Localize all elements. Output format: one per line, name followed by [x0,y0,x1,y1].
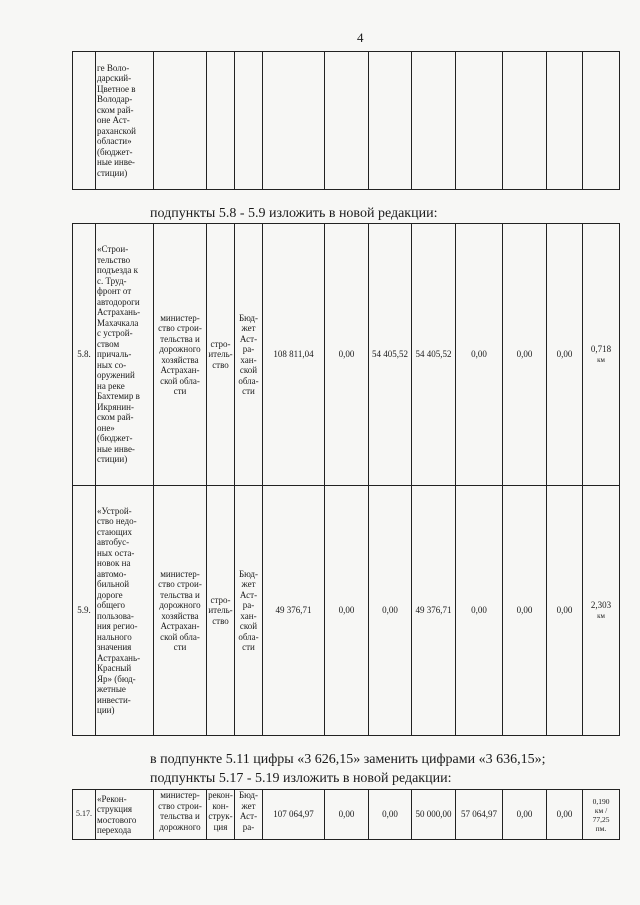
continued-table [72,51,620,190]
row-kind-cell [207,486,235,736]
row-value: 0,00 [503,790,547,840]
row-result-unit: км [597,611,605,620]
row-value: 54 405,52 [412,224,456,486]
row-kind-cell [207,790,235,840]
main-table [72,223,620,736]
row-value: 0,00 [325,486,369,736]
row-name-text: «Устрой- ство недо- стающих автобус- ных оста- новок на автомо- бильной дороге общего пользова- ния регио- нального значения Астрахань- Красный Яр» (бюд- жетные инвести- ции) [97,505,141,715]
table-row [73,486,620,736]
row-number: 5.8. [73,224,96,486]
row-value: 0,00 [325,224,369,486]
table-row [73,224,620,486]
row-value: 0,00 [456,486,503,736]
row-value: 0,00 [547,486,583,736]
row-name-text: ге Воло- дарский- Цветное в Володар- ском рай- оне Аст- раханской области» (бюджет- ные инве- стиции) [97,62,136,178]
row-value: 0,00 [325,790,369,840]
paragraph-replace-figure: в подпункте 5.11 цифры «3 626,15» заменить цифрами «3 636,15»; [150,752,546,767]
row-kind-text: стро- итель- ство [208,338,233,370]
row-result-value: 2,303 [590,600,612,610]
row-result-value: 0,718 [590,344,612,354]
row-kind-text: стро- итель- ство [208,594,233,626]
page-number: 4 [357,30,364,45]
row-value: 0,00 [456,224,503,486]
row-total: 49 376,71 [263,486,325,736]
row-result-cell [583,790,620,840]
row-value: 50 000,00 [412,790,456,840]
row-org-cell [154,486,207,736]
row-name-cell [96,790,154,840]
row-name-text: «Строи- тельство подъезда к с. Труд- фронт от автодороги Астрахань- Махачкала с устрой- ством причаль- ных со- оружений на реке Бахтемир в Икрянин- ском рай- оне» (бюджет- ные инве- стиции) [97,244,141,465]
row-value: 0,00 [503,486,547,736]
row-org-cell [154,224,207,486]
row-value: 0,00 [547,790,583,840]
row-result-cell [583,486,620,736]
row-org-text: министер- ство строи- тельства и дорожного хозяйства Астрахан- ской обла- сти [158,312,202,396]
row-source-text: Бюд- жет Аст- ра- [238,790,258,832]
table-row [73,52,620,190]
row-number: 5.9. [73,486,96,736]
paragraph-replace-5-8-5-9: подпункты 5.8 - 5.9 изложить в новой редакции: [150,206,438,221]
row-name-cell [96,224,154,486]
row-kind-text: рекон- кон- струк- ция [208,790,233,832]
row-value: 0,00 [547,224,583,486]
paragraph-replace-5-17-5-19: подпункты 5.17 - 5.19 изложить в новой редакции: [150,771,452,786]
row-number: 5.17. [73,790,96,840]
row-source-cell [235,790,263,840]
row-value: 0,00 [369,790,412,840]
row-total: 107 064,97 [263,790,325,840]
row-org-cell [154,790,207,840]
row-value: 49 376,71 [412,486,456,736]
row-source-cell [235,224,263,486]
row-name-cell [96,486,154,736]
row-org-text: министер- ство строи- тельства и дорожного [158,790,202,832]
row-org-text: министер- ство строи- тельства и дорожного хозяйства Астрахан- ской обла- сти [158,568,202,652]
row-result-cell [583,224,620,486]
row-source-text: Бюд- жет Аст- ра- хан- ской обла- сти [238,568,259,652]
row-value: 0,00 [369,486,412,736]
row-result-value: 0,190 км / 77,25 пм. [592,796,610,833]
second-table [72,789,620,840]
row-value: 0,00 [503,224,547,486]
row-name-cell [96,52,154,190]
row-source-text: Бюд- жет Аст- ра- хан- ской обла- сти [238,312,259,396]
row-name-text: «Рекон- струкция мостового перехода [97,793,137,835]
row-source-cell [235,486,263,736]
row-total: 108 811,04 [263,224,325,486]
row-result-unit: км [597,355,605,364]
table-row [73,790,620,840]
row-value: 57 064,97 [456,790,503,840]
row-kind-cell [207,224,235,486]
row-value: 54 405,52 [369,224,412,486]
